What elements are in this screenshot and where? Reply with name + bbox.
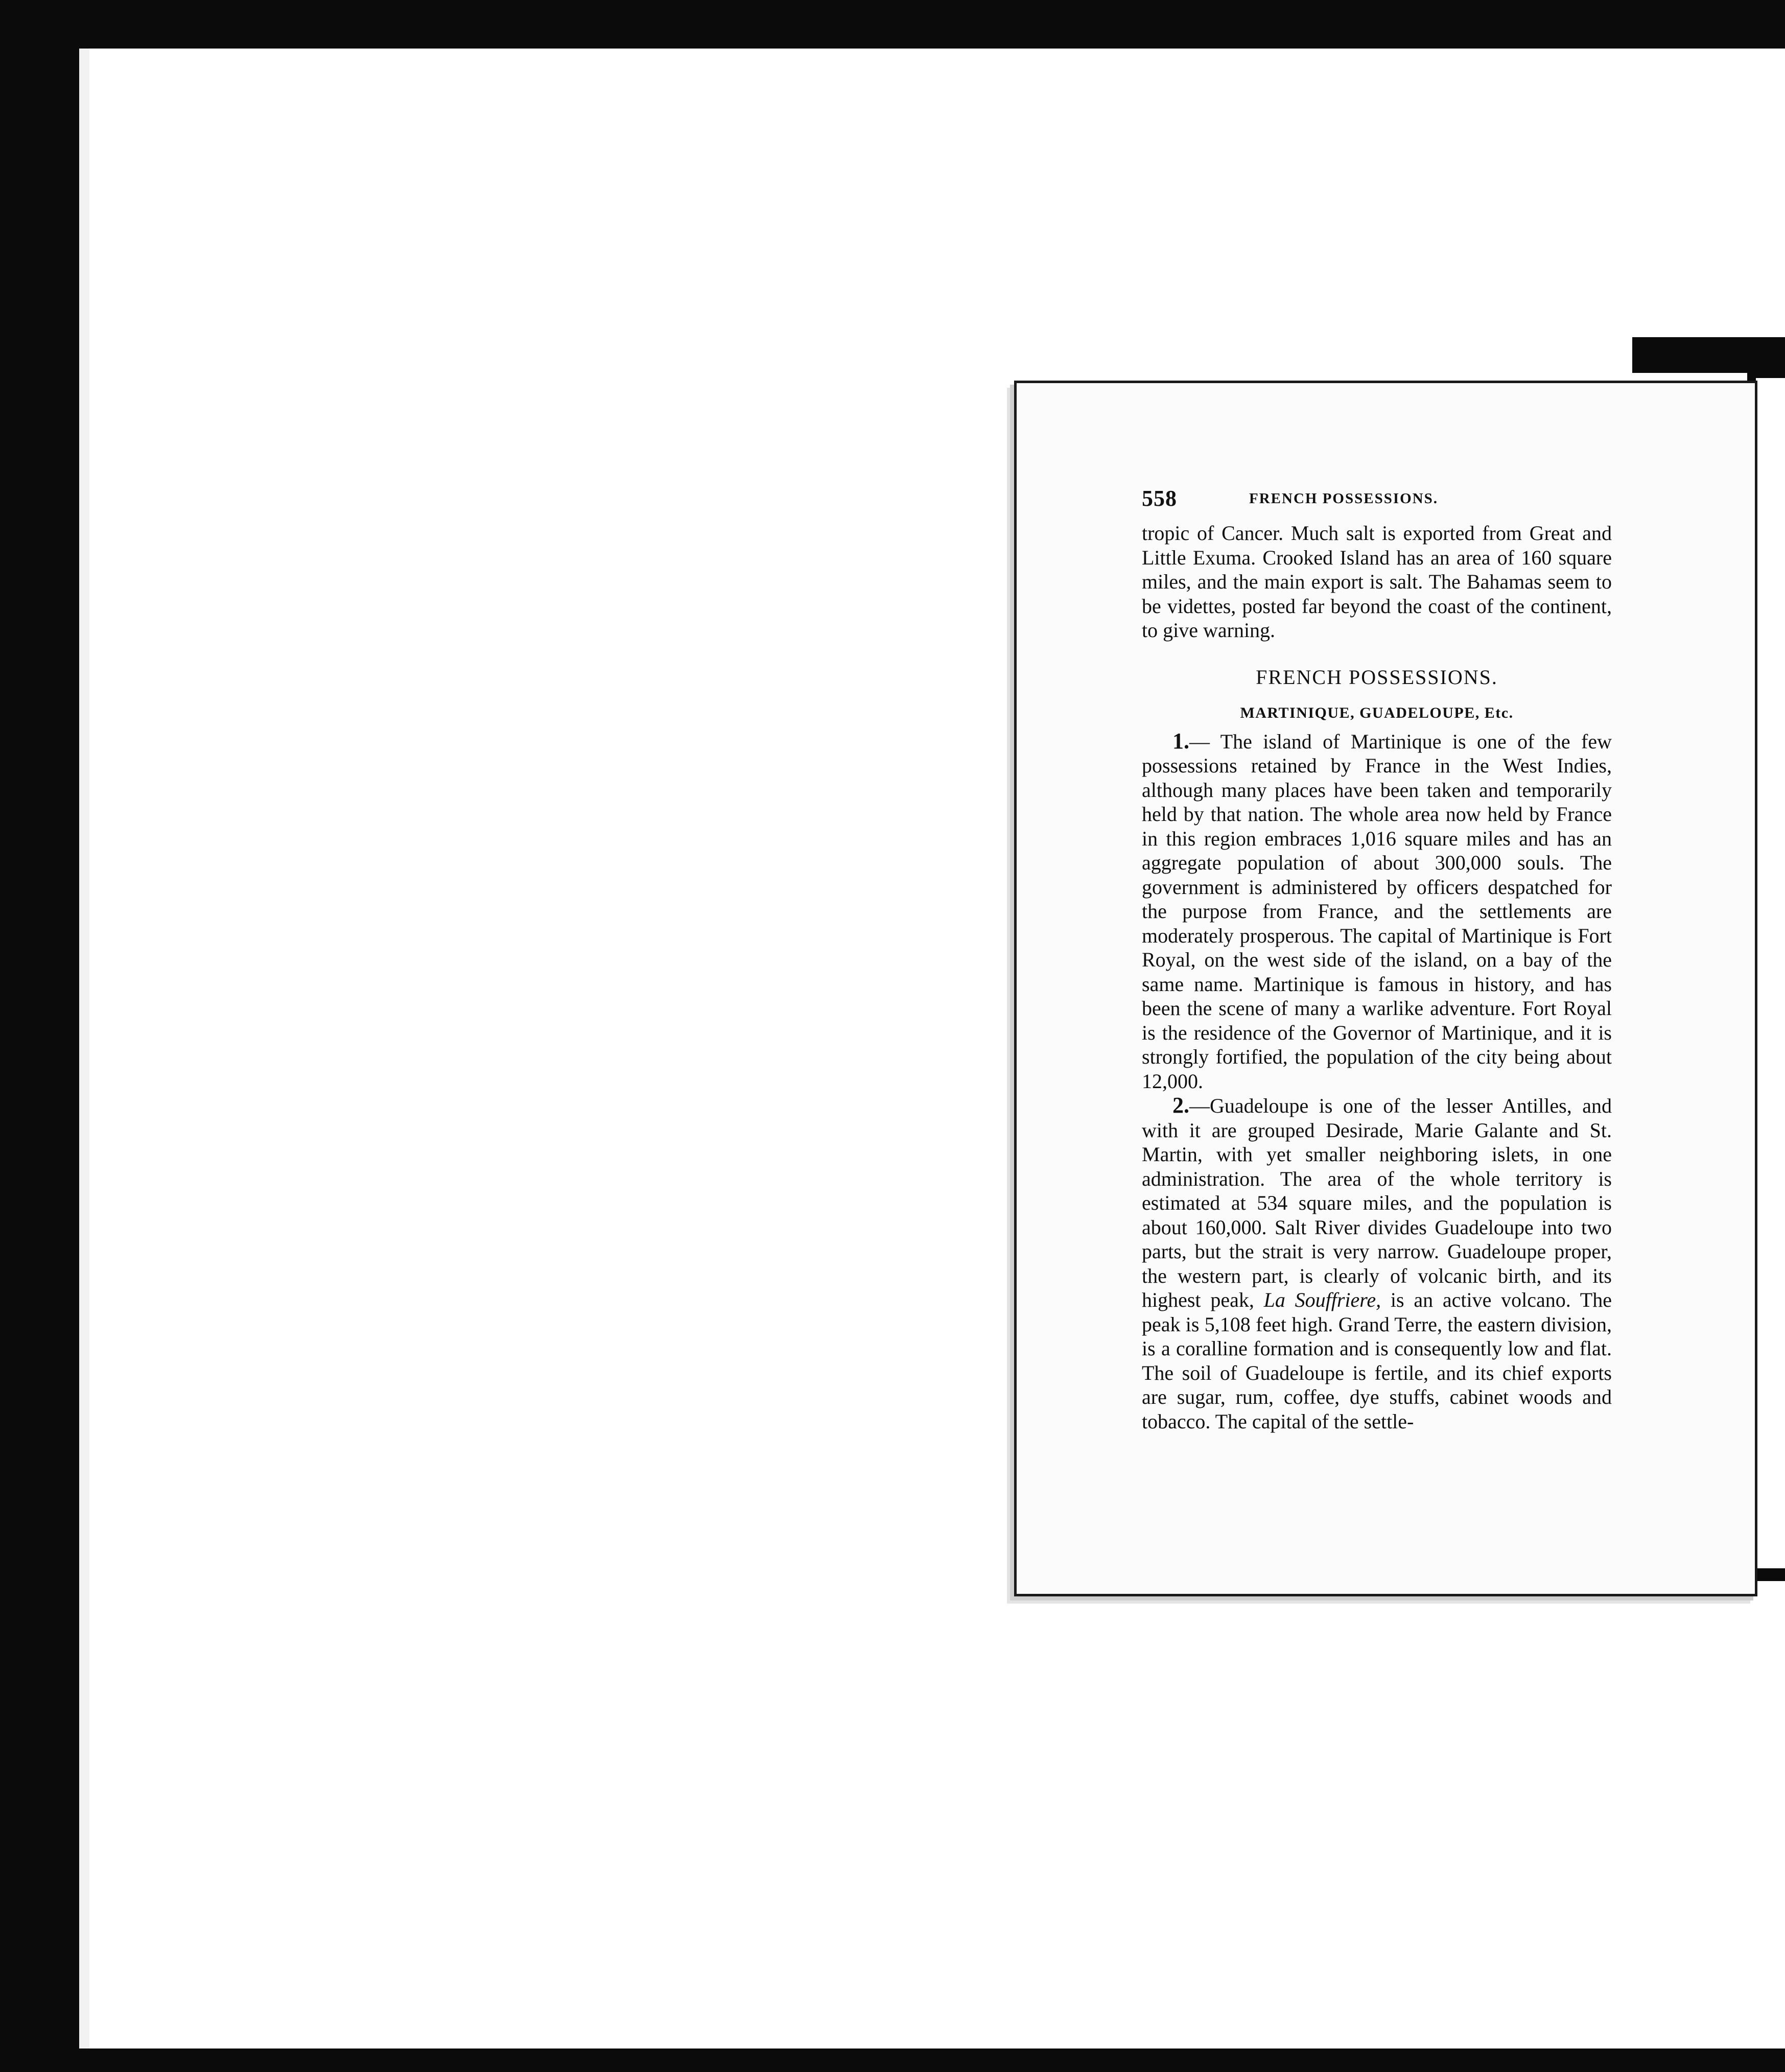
running-title: FRENCH POSSESSIONS.	[1249, 490, 1438, 507]
intro-paragraph: tropic of Cancer. Much salt is exported from Great and Little Exuma. Crooked Island has an area of 160 square miles, and the main export is salt. The Bahamas seem to be videttes, posted far beyond the coast of the continent, to give warning.	[1142, 522, 1612, 642]
italic-term: La Souffriere,	[1263, 1288, 1381, 1311]
book-edge-inner	[1756, 378, 1785, 1568]
paragraph-text: — The island of Martinique is one of the few possessions retained by France in the West Indies, although many places have been taken and temporarily held by that nation. The whole area now held by France in this region embraces 1,016 square miles and has an aggregate population of about 300,000 souls. The government is administered by officers despatched for the purpose from France, and the settlements are moderately prosperous. The capital of Martinique is Fort Royal, on the west side of the island, on a bay of the same name. Martinique is famous in history, and has been the scene of many a warlike adventure. Fort Royal is the residence of the Governor of Martinique, and it is strongly fortified, the population of the city being about 12,000.	[1142, 729, 1612, 1093]
paragraph-number: 1.	[1172, 728, 1189, 754]
section-subtitle: MARTINIQUE, GUADELOUPE, Etc.	[1240, 704, 1514, 721]
running-head	[1142, 485, 1612, 516]
scan-border-bottom	[0, 2049, 1785, 2072]
section-title: FRENCH POSSESSIONS.	[1256, 665, 1498, 689]
paragraph-text: —Guadeloupe is one of the lesser Antilles, and with it are grouped Desirade, Marie Galante and St. Martin, with yet smaller neighboring islets, in one administration. The area of the whole territory is estimated at 534 square miles, and the population is about 160,000. Salt River divides Guadeloupe into two parts, but the strait is very narrow. Guadeloupe proper, the western part, is clearly of volcanic birth, and its highest peak,	[1142, 1094, 1612, 1311]
page-text-block	[1142, 485, 1612, 1433]
page-number: 558	[1142, 486, 1177, 511]
scan-border-top	[0, 0, 1785, 49]
paragraph-2	[1142, 1093, 1612, 1433]
paragraph-1	[1142, 729, 1612, 1094]
scan-edge-strip	[79, 49, 89, 2049]
scanned-page	[1014, 381, 1757, 1596]
scan-border-left	[0, 0, 79, 2072]
paragraph-number: 2.	[1172, 1093, 1189, 1118]
paragraph-text-continued: is an active volcano. The peak is 5,108 feet high. Grand Terre, the eastern division, is a coralline formation and is consequently low and flat. The soil of Guadeloupe is fertile, and its chief exports are sugar, rum, coffee, dye stuffs, cabinet woods and tobacco. The capital of the settle-	[1142, 1288, 1612, 1433]
